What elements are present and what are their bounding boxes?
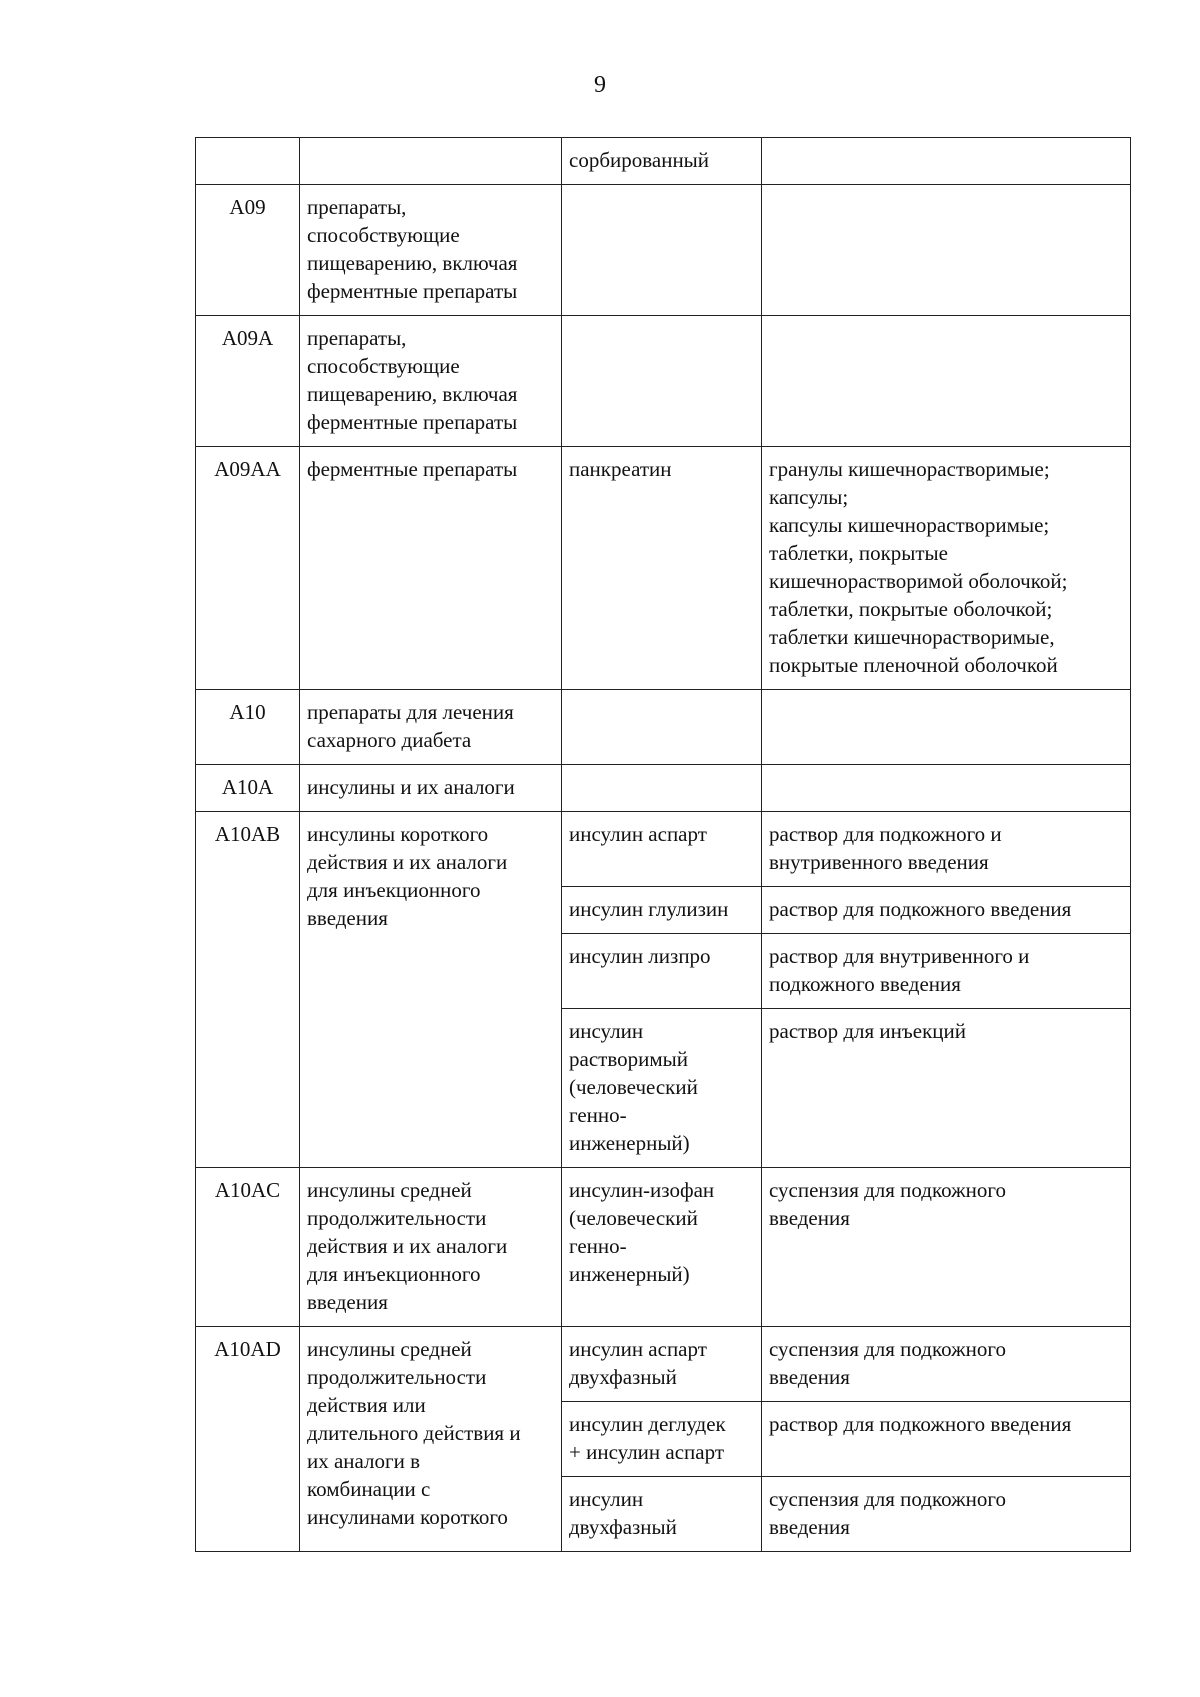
drug-name-cell [562,1477,762,1552]
group-name-cell-line: способствующие [307,354,460,378]
atc-code-cell: A10 [196,690,300,765]
group-name-cell-line: их аналоги в [307,1449,421,1473]
group-name-cell-line: ферментные препараты [307,410,518,434]
table-row [196,812,1131,887]
dosage-form-cell-line: внутривенного введения [769,850,989,874]
group-name-cell-line: длительного действия и [307,1421,521,1445]
dosage-form-cell [762,447,1131,690]
drug-name-cell [562,1009,762,1168]
drug-name-cell [562,447,762,690]
group-name-cell-line: введения [307,1290,388,1314]
drug-name-cell-line: растворимый [569,1047,688,1071]
drug-name-cell-line: (человеческий [569,1206,698,1230]
dosage-form-cell-line: суспензия для подкожного [769,1487,1006,1511]
drug-name-cell-line: двухфазный [569,1365,677,1389]
drug-name-cell-line: генно- [569,1103,627,1127]
group-name-cell-line: препараты для лечения [307,700,514,724]
dosage-form-cell-line: раствор для подкожного и [769,822,1002,846]
dosage-form-cell [762,1477,1131,1552]
group-name-cell-line: для инъекционного [307,1262,481,1286]
dosage-form-cell [762,887,1131,934]
table-row [196,185,1131,316]
dosage-form-cell [762,1009,1131,1168]
dosage-form-cell [762,934,1131,1009]
group-name-cell [300,447,562,690]
drug-name-cell-line: инсулин лизпро [569,944,711,968]
dosage-form-cell-line: таблетки кишечнорастворимые, [769,625,1055,649]
group-name-cell [300,138,562,185]
group-name-cell-line: ферментные препараты [307,457,518,481]
atc-code-cell: A09A [196,316,300,447]
dosage-form-cell [762,1402,1131,1477]
drug-name-cell-line: инженерный) [569,1131,690,1155]
group-name-cell-line: способствующие [307,223,460,247]
dosage-form-cell-line: суспензия для подкожного [769,1337,1006,1361]
group-name-cell-line: пищеварению, включая [307,251,518,275]
dosage-form-cell-line: гранулы кишечнорастворимые; [769,457,1050,481]
drug-name-cell [562,887,762,934]
table-row [196,447,1131,690]
atc-code-cell: A09AA [196,447,300,690]
drug-name-cell-line: + инсулин аспарт [569,1440,724,1464]
atc-code-cell: A10AB [196,812,300,1168]
drug-name-cell [562,138,762,185]
dosage-form-cell-line: раствор для подкожного введения [769,897,1072,921]
drug-name-cell-line: инсулин аспарт [569,1337,707,1361]
dosage-form-cell [762,765,1131,812]
group-name-cell-line: действия и их аналоги [307,850,508,874]
dosage-form-cell [762,812,1131,887]
dosage-form-cell-line: капсулы; [769,485,849,509]
drug-name-cell-line: инженерный) [569,1262,690,1286]
dosage-form-cell-line: раствор для внутривенного и [769,944,1030,968]
dosage-form-cell-line: введения [769,1206,850,1230]
dosage-form-cell [762,1168,1131,1327]
table-row [196,316,1131,447]
group-name-cell-line: пищеварению, включая [307,382,518,406]
table-row [196,1327,1131,1402]
drug-name-cell [562,316,762,447]
group-name-cell-line: инсулины и их аналоги [307,775,515,799]
table-body [196,138,1131,1552]
atc-code-cell: A09 [196,185,300,316]
table-row [196,138,1131,185]
table-row [196,765,1131,812]
table-row [196,1168,1131,1327]
dosage-form-cell-line: кишечнорастворимой оболочкой; [769,569,1068,593]
group-name-cell-line: инсулины средней [307,1178,472,1202]
dosage-form-cell-line: подкожного введения [769,972,961,996]
dosage-form-cell-line: раствор для подкожного введения [769,1412,1072,1436]
dosage-form-cell-line: суспензия для подкожного [769,1178,1006,1202]
atc-code-cell: A10AC [196,1168,300,1327]
group-name-cell [300,1168,562,1327]
drug-name-cell-line: инсулин глулизин [569,897,729,921]
group-name-cell [300,1327,562,1552]
dosage-form-cell-line: покрытые пленочной оболочкой [769,653,1058,677]
group-name-cell-line: продолжительности [307,1365,487,1389]
dosage-form-cell-line: введения [769,1365,850,1389]
dosage-form-cell-line: введения [769,1515,850,1539]
group-name-cell [300,812,562,1168]
drug-name-cell [562,1327,762,1402]
drug-name-cell [562,765,762,812]
drug-name-cell [562,1402,762,1477]
dosage-form-cell [762,138,1131,185]
group-name-cell [300,316,562,447]
drug-name-cell-line: панкреатин [569,457,672,481]
dosage-form-cell [762,185,1131,316]
atc-code-cell: A10AD [196,1327,300,1552]
group-name-cell [300,690,562,765]
group-name-cell-line: препараты, [307,326,407,350]
dosage-form-cell-line: таблетки, покрытые оболочкой; [769,597,1053,621]
group-name-cell-line: введения [307,906,388,930]
drug-name-cell-line: (человеческий [569,1075,698,1099]
group-name-cell-line: сахарного диабета [307,728,472,752]
group-name-cell-line: действия или [307,1393,426,1417]
drug-name-cell-line: сорбированный [569,148,710,172]
group-name-cell-line: действия и их аналоги [307,1234,508,1258]
drug-name-cell-line: инсулин [569,1019,644,1043]
drug-name-cell-line: инсулин [569,1487,644,1511]
group-name-cell-line: инсулины средней [307,1337,472,1361]
dosage-form-cell [762,316,1131,447]
drug-name-cell-line: двухфазный [569,1515,677,1539]
atc-code-cell: A10A [196,765,300,812]
group-name-cell-line: инсулинами короткого [307,1505,508,1529]
group-name-cell-line: инсулины короткого [307,822,489,846]
drug-name-cell [562,934,762,1009]
group-name-cell-line: для инъекционного [307,878,481,902]
group-name-cell [300,185,562,316]
dosage-form-cell-line: капсулы кишечнорастворимые; [769,513,1050,537]
drug-table [195,137,1131,1552]
drug-name-cell [562,812,762,887]
group-name-cell-line: продолжительности [307,1206,487,1230]
group-name-cell-line: ферментные препараты [307,279,518,303]
page-number: 9 [594,72,606,98]
drug-name-cell [562,1168,762,1327]
drug-name-cell [562,185,762,316]
group-name-cell-line: препараты, [307,195,407,219]
dosage-form-cell-line: раствор для инъекций [769,1019,966,1043]
drug-name-cell-line: генно- [569,1234,627,1258]
group-name-cell-line: комбинации с [307,1477,431,1501]
drug-name-cell-line: инсулин деглудек [569,1412,726,1436]
dosage-form-cell [762,690,1131,765]
group-name-cell [300,765,562,812]
atc-code-cell [196,138,300,185]
drug-name-cell-line: инсулин аспарт [569,822,707,846]
dosage-form-cell-line: таблетки, покрытые [769,541,948,565]
drug-name-cell-line: инсулин-изофан [569,1178,715,1202]
dosage-form-cell [762,1327,1131,1402]
table-row [196,690,1131,765]
drug-name-cell [562,690,762,765]
